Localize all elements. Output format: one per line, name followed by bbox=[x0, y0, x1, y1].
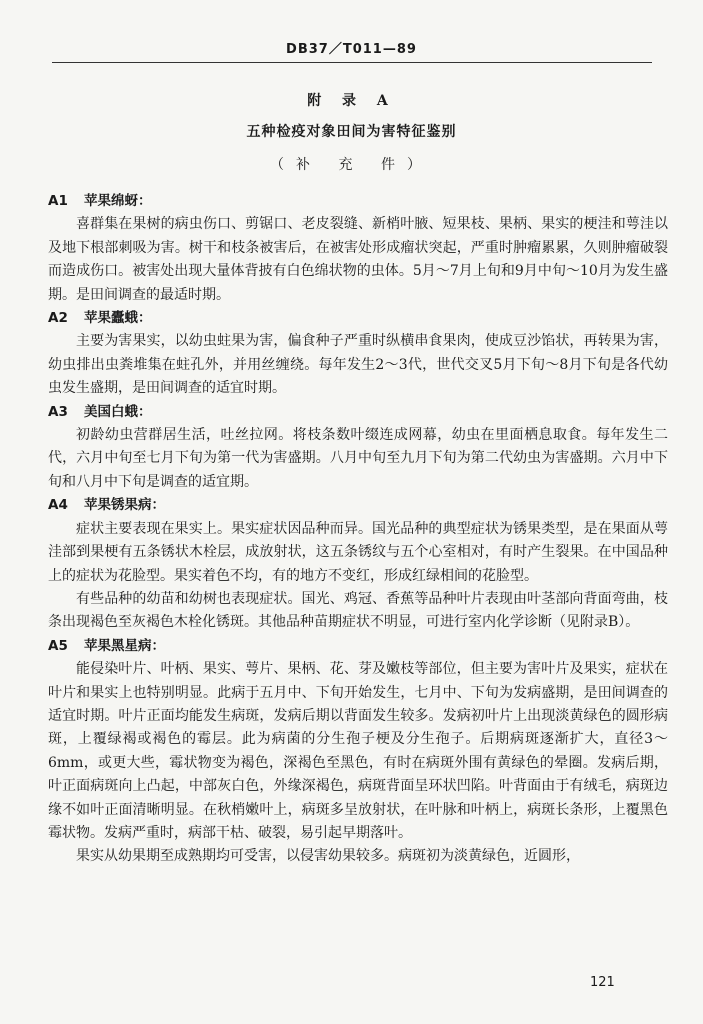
section-title: 苹果蠹蛾： bbox=[84, 310, 152, 327]
section-title: 苹果黑星病： bbox=[84, 637, 165, 654]
body-text bbox=[48, 190, 668, 869]
section-heading-a3 bbox=[48, 401, 668, 424]
section-heading-a5 bbox=[48, 635, 668, 658]
paragraph: 主要为害果实，以幼虫蛀果为害，偏食种子严重时纵横串食果肉，使成豆沙馅状，再转果为害，幼虫排出虫粪堆集在蛀孔外，并用丝缠绕。每年发生2～3代，世代交叉5月下旬～8月下旬是各代幼虫发生盛期，是田间调查的适宜时期。 bbox=[48, 333, 668, 397]
paragraph: 症状主要表现在果实上。果实症状因品种而异。国光品种的典型症状为锈果类型，是在果面从萼洼部到果梗有五条锈状木栓层，成放射状，这五条锈纹与五个心室相对，有时产生裂果。在中国品种上的症状为花脸型。果实着色不均，有的地方不变红，形成红绿相间的花脸型。 bbox=[48, 520, 668, 584]
appendix-note: （补 充 件） bbox=[270, 157, 433, 173]
paragraph: 有些品种的幼苗和幼树也表现症状。国光、鸡冠、香蕉等品种叶片表现由叶茎部向背面弯曲，枝条出现褐色至灰褐色木栓化锈斑。其他品种苗期症状不明显，可进行室内化学诊断（见附录B）。 bbox=[48, 590, 668, 631]
section-number: A4 bbox=[48, 497, 68, 514]
section-title: 苹果绵蚜： bbox=[84, 193, 152, 209]
section-title: 美国白蛾： bbox=[84, 403, 152, 420]
page-number: 121 bbox=[590, 975, 615, 990]
paragraph: 初龄幼虫营群居生活，吐丝拉网。将枝条数叶缀连成网幕，幼虫在里面栖息取食。每年发生二代，六月中旬至七月下旬为第一代为害盛期。八月中旬至九月下旬为第二代幼虫为害盛期。六月中下旬和八月中下旬是调查的适宜期。 bbox=[48, 427, 668, 490]
header-rule bbox=[52, 62, 652, 63]
paragraph: 果实从幼果期至成熟期均可受害，以侵害幼果较多。病斑初为淡黄绿色，近圆形， bbox=[76, 848, 580, 865]
section-heading-a4 bbox=[48, 494, 668, 517]
section-heading-a2 bbox=[48, 307, 668, 330]
section-number: A3 bbox=[48, 403, 68, 420]
section-number: A2 bbox=[48, 310, 68, 327]
section-number: A5 bbox=[48, 637, 68, 654]
section-heading-a1 bbox=[48, 190, 668, 213]
paragraph: 能侵染叶片、叶柄、果实、萼片、果柄、花、芽及嫩枝等部位，但主要为害叶片及果实，症状在叶片和果实上也特别明显。此病于五月中、下旬开始发生，七月中、下旬为发病盛期，是田间调查的适宜时期。叶片正面均能发生病斑，发病后期以背面发生较多。发病初叶片上出现淡黄绿色的圆形病斑，上覆绿褐或褐色的霉层。此为病菌的分生孢子梗及分生孢子。后期病斑逐渐扩大，直径3～6mm，或更大些，霉状物变为褐色，深褐色至黑色，有时在病斑外围有黄绿色的晕圈。发病后期，叶正面病斑向上凸起，中部灰白色，外缘深褐色，病斑背面呈环状凹陷。叶背面由于有绒毛，病斑边缘不如叶正面清晰明显。在秋梢嫩叶上，病斑多呈放射状，在叶脉和叶柄上，病斑长条形，上覆黑色霉状物。发病严重时，病部干枯、破裂，易引起早期落叶。 bbox=[48, 661, 668, 841]
appendix-subtitle: 五种检疫对象田间为害特征鉴别 bbox=[246, 124, 457, 140]
section-number: A1 bbox=[48, 193, 68, 209]
appendix-title: 附 录 A bbox=[307, 93, 396, 109]
paragraph: 喜群集在果树的病虫伤口、剪锯口、老皮裂缝、新梢叶腋、短果枝、果柄、果实的梗洼和萼洼以及地下根部刺吸为害。树干和枝条被害后，在被害处形成瘤状突起，严重时肿瘤累累，久则肿瘤破裂而造成伤口。被害处出现大量体背披有白色绵状物的虫体。5月～7月上旬和9月中旬～10月为发生盛期。是田间调查的最适时期。 bbox=[48, 216, 668, 303]
standard-code-header: DB37／T011—89 bbox=[286, 42, 417, 57]
section-title: 苹果锈果病： bbox=[84, 497, 165, 514]
